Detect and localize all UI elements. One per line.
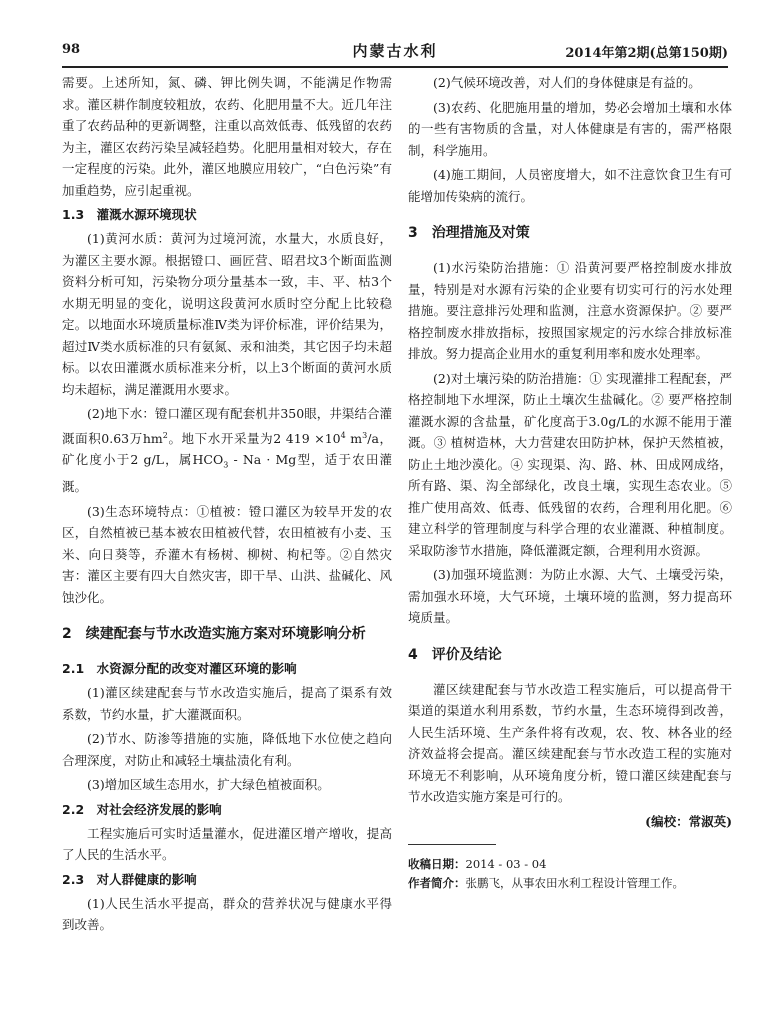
paragraph-2-3-item-3: (3)农药、化肥施用量的增加，势必会增加土壤和水体的一些有害物质的含量，对人体健康是有害的，需严格限制，科学施用。	[408, 99, 732, 158]
editor-credit: (编校：常淑英)	[645, 813, 732, 829]
paragraph-3-water-pollution: (1)水污染防治措施：① 沿黄河要严格控制废水排放量，特别是对水源有污染的企业要有切实可行的污水处理措施。要注意排污处理和监测，注意水资源保护。② 要严格控制废水排放指标，按照国家规定的污水综合排放标准排放。努力提高企业用水的重复利用率和废水处理率。	[408, 260, 732, 361]
heading-2-3: 2.3 对人群健康的影响	[62, 871, 197, 887]
journal-title: 内蒙古水利	[352, 42, 438, 60]
paragraph-groundwater: (2)地下水：镫口灌区现有配套机井350眼，井渠结合灌溉面积0.63万$hm^2$。地下水开采量为2 $419 \times 10^4$ $m^3/a$，矿化度小于2 g/L，属$HCO_3 - Na \cdot Mg$型，适于农田灌溉。	[62, 406, 392, 495]
right-column	[408, 72, 732, 893]
issue-info: 2014年第2期(总第150期)	[565, 46, 728, 61]
heading-section-2: 2 续建配套与节水改造实施方案对环境影响分析	[62, 626, 366, 643]
running-header	[62, 38, 728, 62]
author-bio: 作者简介：张鹏飞，从事农田水利工程设计管理工作。	[408, 875, 684, 890]
paragraph-conclusion: 灌区续建配套与节水改造工程实施后，可以提高骨干渠道的渠道水利用系数，节约水量，生态环境得到改善，人民生活环境、生产条件将有改观，农、牧、林各业的经济效益将会提高。灌区续建配套与节水改造工程的实施对环境无不利影响，从环境角度分析，镫口灌区续建配套与节水改造实施方案是可行的。	[408, 681, 732, 804]
heading-1-3: 1.3 灌溉水源环境现状	[62, 207, 197, 222]
paragraph-intro-continued: 需要。上述所知，氮、磷、钾比例失调，不能满足作物需求。灌区耕作制度较粗放，农药、化肥用量不大。近几年注重了农药品种的更新调整，注重以高效低毒、低残留的农药为主，灌区农药污染呈减轻趋势。化肥用量相对较大，存在一定程度的污染。此外，灌区地膜应用较广，“白色污染”有加重趋势，应引起重视。	[62, 75, 392, 198]
paragraph-2-1-item-1: (1)灌区续建配套与节水改造实施后，提高了渠系有效系数，节约水量，扩大灌溉面积。	[62, 685, 392, 722]
paragraph-2-1-item-2: (2)节水、防渗等措施的实施，降低地下水位使之趋向合理深度，对防止和减轻土壤盐渍化有利。	[62, 731, 392, 768]
heading-2-1: 2.1 水资源分配的改变对灌区环境的影响	[62, 661, 297, 677]
paragraph-3-monitoring: (3)加强环境监测：为防止水源、大气、土壤受污染，需加强水环境，大气环境，土壤环境的监测，努力提高环境质量。	[408, 567, 732, 625]
paragraph-2-3-item-4: (4)施工期间，人员密度增大，如不注意饮食卫生有可能增加传染病的流行。	[408, 167, 732, 204]
heading-section-3: 3 治理措施及对策	[408, 225, 530, 241]
paragraph-2-1-item-3: (3)增加区域生态用水，扩大绿色植被面积。	[87, 777, 330, 793]
received-date: 收稿日期：2014 - 03 - 04	[408, 856, 547, 871]
footnote-separator	[408, 844, 496, 845]
paragraph-3-soil-pollution: (2)对土壤污染的防治措施：① 实现灌排工程配套，严格控制地下水埋深，防止土壤次生盐碱化。② 要严格控制灌溉水源的含盐量，矿化度高于3.0g/L的水源不能用于灌溉。③ 植树造林，大力营建农田防护林，保护天然植被，防止土地沙漠化。④ 实现渠、沟、路、林、田成网成络，所有路、渠、沟全部绿化，改良土壤，实现生态农业。⑤ 推广使用高效、低毒、低残留的农药，合理利用化肥。⑥ 建立科学的管理制度与科学合理的农业灌溉、种植制度。采取防渗节水措施，降低灌溉定额，合理利用水资源。	[408, 370, 732, 558]
heading-section-4: 4 评价及结论	[408, 646, 502, 663]
left-column	[62, 72, 392, 939]
heading-2-2: 2.2 对社会经济发展的影响	[62, 801, 222, 817]
paragraph-yellow-river-quality: (1)黄河水质：黄河为过境河流，水量大，水质良好，为灌区主要水源。根据镫口、画匠营、昭君坟3个断面监测资料分析可知，污染物分项分量基本一致，丰、平、枯3个水期无明显的变化，说明这段黄河水质时空分配上比较稳定。以地面水环境质量标准Ⅳ类为评价标准，评价结果为，超过Ⅳ类水质标准的只有氨氮、汞和油类，其它因子均未超标。以农田灌溉水质标准来分析，以上3个断面的黄河水质均未超标，满足灌溉用水要求。	[62, 231, 392, 397]
page-number: 98	[62, 42, 81, 57]
paragraph-2-3-item-2: (2)气候环境改善，对人们的身体健康是有益的。	[433, 75, 701, 90]
paragraph-ecology: (3)生态环境特点：①植被：镫口灌区为较旱开发的农区，自然植被已基本被农田植被代替，农田植被有小麦、玉米、向日葵等，乔灌木有杨树、柳树、枸杞等。②自然灾害：灌区主要有四大自然灾害，即干旱、山洪、盐碱化、风蚀沙化。	[62, 503, 392, 605]
header-rule	[62, 66, 728, 68]
paragraph-2-2: 工程实施后可实时适量灌水，促进灌区增产增收，提高了人民的生活水平。	[62, 825, 392, 863]
paragraph-2-3-item-1: (1)人民生活水平提高，群众的营养状况与健康水平得到改善。	[62, 895, 392, 933]
